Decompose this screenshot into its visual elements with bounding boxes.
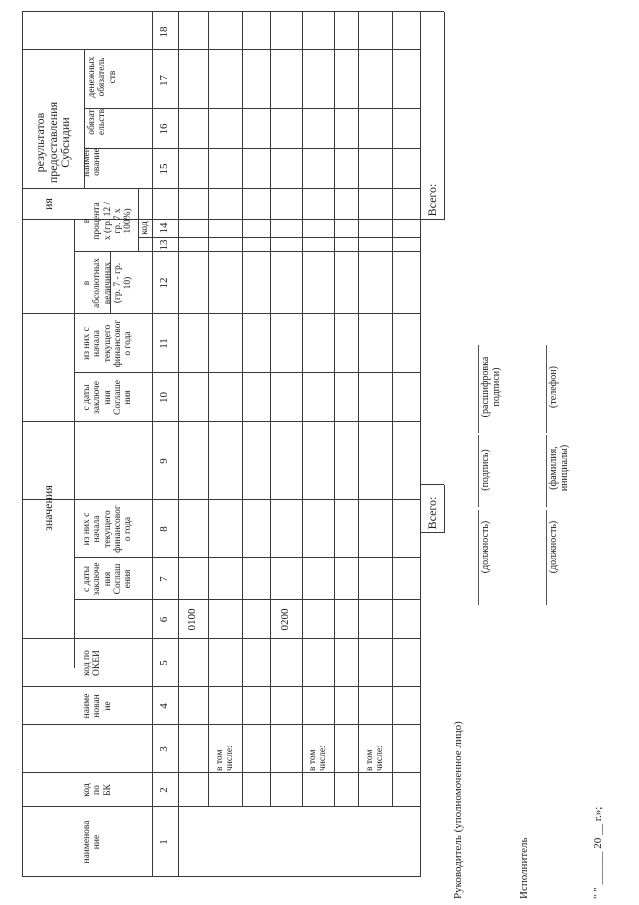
head-signature-caption: (подпись) — [480, 449, 491, 491]
grid-line — [358, 12, 359, 807]
signature-rule — [478, 345, 479, 433]
code-cell: 0100 — [186, 608, 199, 631]
group-header-values: значения — [40, 485, 55, 531]
table-border-bottom — [420, 12, 421, 877]
executor-fio-caption: (фамилия, инициалы) — [548, 444, 570, 492]
total-row-bottom — [444, 12, 445, 220]
col-number: 16 — [158, 123, 171, 135]
grid-line — [420, 484, 444, 485]
col-number: 9 — [158, 458, 171, 464]
col-header-bk-code: код по БК — [82, 783, 113, 797]
grid-line — [392, 12, 393, 807]
total-label: Всего: — [424, 183, 439, 217]
col-header-code: код — [139, 221, 150, 235]
col-header-from-agreement-date: с даты заключе ния Соглаш ения — [82, 562, 133, 596]
col-number: 5 — [158, 660, 171, 666]
col-number: 14 — [158, 222, 171, 234]
grid-line — [22, 772, 74, 773]
signature-rule — [478, 510, 479, 605]
col-number: 18 — [158, 26, 171, 38]
col-header-from-year-start-2: из них с начала текущего финансовог о года — [82, 319, 133, 368]
grid-line — [138, 237, 420, 238]
col-header-naming: наимен ование — [82, 147, 103, 177]
executor-label: Исполнитель — [518, 837, 530, 899]
col-number: 7 — [158, 576, 171, 582]
head-label: Руководитель (уполномоченное лицо) — [452, 721, 464, 899]
col-header-absolute: в абсолютных величинах (гр. 7 - гр. 10) — [82, 258, 133, 308]
col-number: 13 — [158, 239, 171, 251]
col-header-from-agreement-date-2: с даты заключе ния Соглаше ния — [82, 380, 133, 415]
grid-line — [242, 12, 243, 807]
col-number: 11 — [158, 338, 171, 349]
col-number: 2 — [158, 787, 171, 793]
grid-line — [208, 12, 209, 807]
grid-line — [84, 148, 420, 149]
col-number: 8 — [158, 526, 171, 532]
grid-line — [302, 12, 303, 807]
col-number: 17 — [158, 75, 171, 86]
group-header-results: результатов предоставления Субсидии — [32, 101, 73, 184]
col-header-money-obligations: денежных обязатель ств — [87, 56, 118, 98]
col-number: 6 — [158, 616, 171, 623]
col-header-percent: в процента х (гр. 12 / гр. 7 x 100%) — [82, 201, 133, 241]
signature-rule — [546, 510, 547, 605]
col-number: 15 — [158, 163, 171, 175]
total-row-bottom — [444, 485, 445, 533]
col-number: 1 — [158, 839, 171, 845]
head-position-caption: (должность) — [480, 520, 491, 574]
grid-line — [22, 806, 74, 807]
executor-phone-caption: (телефон) — [548, 366, 559, 408]
col-number: 10 — [158, 392, 171, 403]
in-that-number-label: в том числе: — [214, 745, 235, 771]
col-header-okei: код по ОКЕИ — [82, 650, 103, 676]
col-header-obligations: обязат ельств — [87, 108, 108, 136]
col-header-name: наименова ние — [82, 820, 103, 864]
grid-line — [22, 49, 420, 50]
signature-rule — [478, 435, 479, 507]
signature-rule — [546, 345, 547, 433]
col-number: 4 — [158, 703, 171, 709]
numbers-row-line — [178, 12, 179, 877]
grid-line — [22, 686, 74, 687]
col-number: 12 — [158, 277, 171, 289]
in-that-number-label: в том числе: — [307, 745, 328, 771]
grid-line — [334, 12, 335, 807]
date-line: " " ______ 20 __ г.»; — [592, 806, 604, 899]
col-header-indicator-name: наиме нован ие — [82, 693, 113, 719]
code-cell: 0200 — [279, 608, 292, 631]
grid-line — [22, 313, 74, 314]
col-number: 3 — [158, 746, 171, 752]
table-border-right — [22, 11, 444, 12]
grid-line — [22, 724, 74, 725]
signature-rule — [546, 435, 547, 507]
grid-line — [74, 220, 75, 668]
col-header-from-year-start: из них с начала текущего финансовог о года — [82, 505, 133, 553]
executor-position-caption: (должность) — [548, 520, 559, 574]
in-that-number-label: в том числе: — [364, 745, 385, 771]
grid-line — [270, 12, 271, 807]
head-decoding-caption: (расшифровка подписи) — [480, 356, 502, 418]
group-header-ia: ия — [40, 198, 55, 210]
total-label: Всего: — [424, 496, 439, 530]
